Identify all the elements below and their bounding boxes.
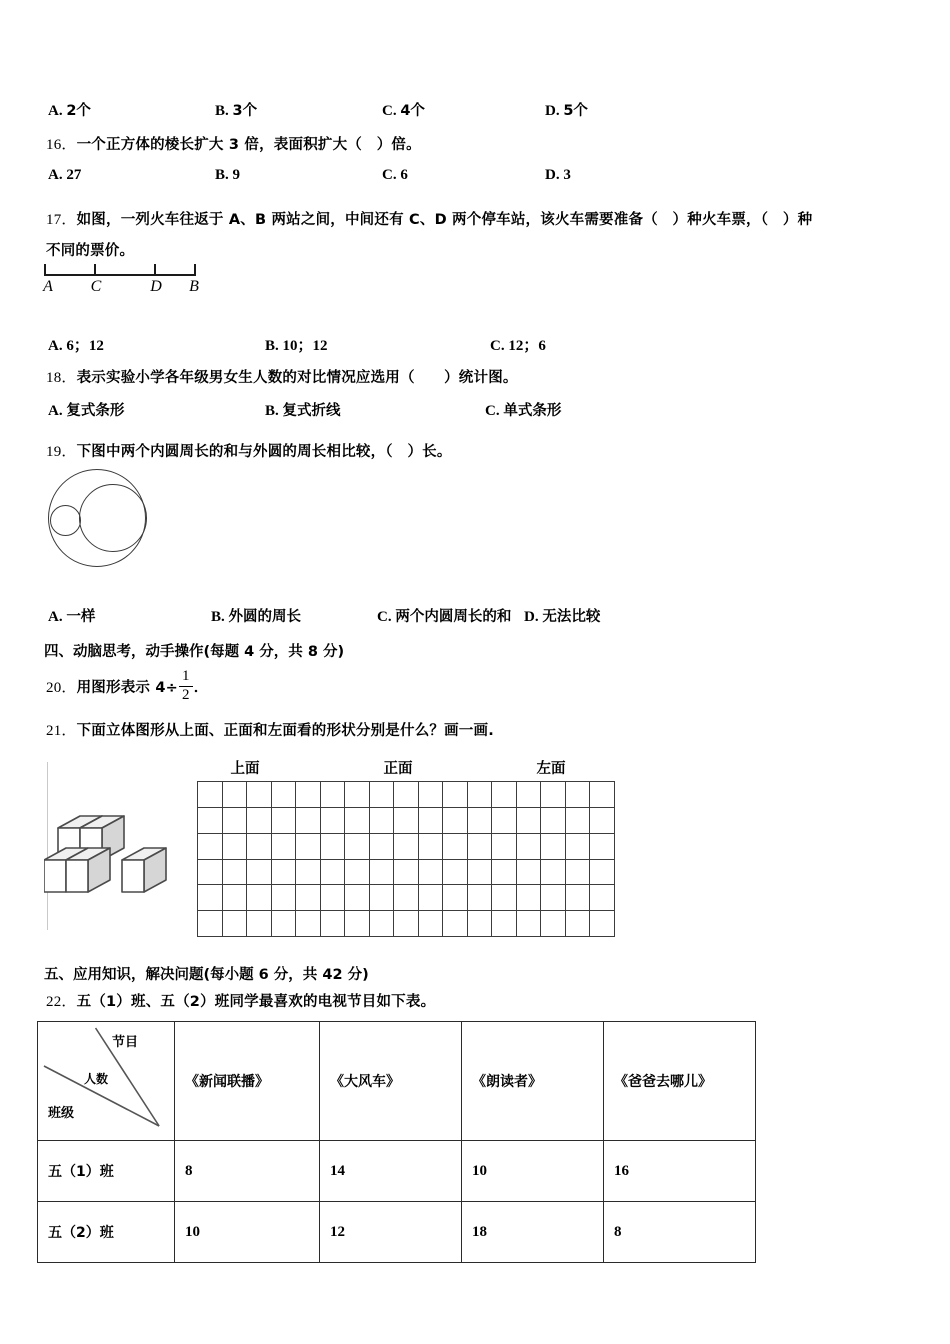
grid-cell[interactable] xyxy=(247,834,272,860)
grid-cell[interactable] xyxy=(247,885,272,911)
grid-cell[interactable] xyxy=(296,885,321,911)
q15-option-a-value: 2个 xyxy=(66,103,91,119)
grid-cell[interactable] xyxy=(272,808,297,834)
q16-option-a xyxy=(48,167,81,184)
grid-cell[interactable] xyxy=(198,834,223,860)
cube-stack-svg xyxy=(44,790,194,915)
corner-label-class: 班级 xyxy=(48,1106,75,1121)
grid-cell[interactable] xyxy=(345,808,370,834)
q18-option-b-value: 复式折线 xyxy=(282,403,341,419)
q17-option-c-value: 12；6 xyxy=(508,338,546,354)
inner-circle-small xyxy=(50,505,81,536)
q19-number: 19． xyxy=(46,444,77,460)
grid-cell[interactable] xyxy=(272,885,297,911)
grid-cell[interactable] xyxy=(517,808,542,834)
q18-number: 18． xyxy=(46,370,77,386)
q16-option-d-value: 3 xyxy=(563,167,571,183)
q20-number: 20． xyxy=(46,680,77,696)
q19-option-b xyxy=(211,605,301,626)
q17-option-a xyxy=(48,334,104,355)
grid-cell[interactable] xyxy=(566,834,591,860)
q15-option-a-label: A. xyxy=(48,103,63,119)
grid-cell[interactable] xyxy=(419,885,444,911)
number-line-label-b: B xyxy=(189,278,199,295)
q18-option-b xyxy=(265,399,341,420)
q15-option-b-label: B. xyxy=(215,103,229,119)
grid-cell[interactable] xyxy=(370,782,395,808)
grid-cell[interactable] xyxy=(590,834,615,860)
grid-cell[interactable] xyxy=(296,911,321,937)
table-column-header-1: 《新闻联播》 xyxy=(175,1022,320,1141)
number-line-label-a: A xyxy=(43,278,53,295)
row-1-value-4: 16 xyxy=(604,1141,756,1202)
grid-cell[interactable] xyxy=(566,911,591,937)
grid-cell[interactable] xyxy=(321,885,346,911)
question-22 xyxy=(46,990,435,1014)
grid-cell[interactable] xyxy=(419,808,444,834)
q15-option-b-value: 3个 xyxy=(232,103,258,119)
number-line-tick-c xyxy=(94,264,96,275)
grid-cell[interactable] xyxy=(566,860,591,886)
number-line-tick-d xyxy=(154,264,156,275)
row-1-value-2: 14 xyxy=(320,1141,462,1202)
grid-cell[interactable] xyxy=(468,834,493,860)
table-column-header-3: 《朗读者》 xyxy=(462,1022,604,1141)
q16-option-b-label: B. xyxy=(215,167,229,183)
grid-cell[interactable] xyxy=(272,782,297,808)
grid-cell[interactable] xyxy=(492,808,517,834)
grid-cell[interactable] xyxy=(223,860,248,886)
grid-cell[interactable] xyxy=(492,782,517,808)
q19-text: 下图中两个内圆周长的和与外圆的周长相比较，（ ）长。 xyxy=(76,444,452,460)
grid-cell[interactable] xyxy=(443,860,468,886)
q16-option-a-label: A. xyxy=(48,167,63,183)
grid-cell[interactable] xyxy=(492,885,517,911)
grid-cell[interactable] xyxy=(247,911,272,937)
grid-cell[interactable] xyxy=(370,808,395,834)
table-column-header-4: 《爸爸去哪儿》 xyxy=(604,1022,756,1141)
table-column-header-2: 《大风车》 xyxy=(320,1022,462,1141)
q17-option-c-label: C. xyxy=(490,338,505,354)
q18-option-c xyxy=(485,399,561,420)
grid-cell[interactable] xyxy=(198,808,223,834)
grid-cell[interactable] xyxy=(370,885,395,911)
grid-cell[interactable] xyxy=(443,782,468,808)
q20-text-before: 用图形表示 4÷ xyxy=(76,680,178,696)
grid-cell[interactable] xyxy=(247,782,272,808)
q18-text: 表示实验小学各年级男女生人数的对比情况应选用（ ）统计图。 xyxy=(76,370,518,386)
q16-option-c xyxy=(382,167,408,184)
grid-cell[interactable] xyxy=(419,782,444,808)
grid-cell[interactable] xyxy=(517,860,542,886)
grid-cell[interactable] xyxy=(517,782,542,808)
q18-option-c-label: C. xyxy=(485,403,500,419)
q22-number: 22． xyxy=(46,994,77,1010)
grid-cell[interactable] xyxy=(517,885,542,911)
grid-cell[interactable] xyxy=(345,860,370,886)
grid-cell[interactable] xyxy=(296,860,321,886)
grid-cell[interactable] xyxy=(468,911,493,937)
grid-cell[interactable] xyxy=(345,911,370,937)
fraction-denominator: 2 xyxy=(182,686,190,703)
row-2-value-3: 18 xyxy=(462,1202,604,1263)
q21-text: 下面立体图形从上面、正面和左面看的形状分别是什么？画一画. xyxy=(76,723,494,739)
q15-option-c xyxy=(382,99,425,120)
grid-cell[interactable] xyxy=(517,834,542,860)
q15-option-c-label: C. xyxy=(382,103,397,119)
q19-option-b-label: B. xyxy=(211,609,225,625)
grid-cell[interactable] xyxy=(394,808,419,834)
grid-cell[interactable] xyxy=(272,860,297,886)
number-line-label-c: C xyxy=(90,278,102,295)
grid-label-left-view: 左面 xyxy=(536,761,566,777)
grid-cell[interactable] xyxy=(492,834,517,860)
q16-option-b xyxy=(215,167,240,184)
grid-cell[interactable] xyxy=(443,808,468,834)
grid-cell[interactable] xyxy=(541,885,566,911)
grid-cell[interactable] xyxy=(296,782,321,808)
grid-cell[interactable] xyxy=(566,885,591,911)
grid-cell[interactable] xyxy=(198,911,223,937)
table-header-row xyxy=(38,1022,756,1141)
grid-cell[interactable] xyxy=(566,808,591,834)
row-2-value-1: 10 xyxy=(175,1202,320,1263)
question-18 xyxy=(46,366,518,390)
question-19 xyxy=(46,440,452,464)
grid-cell[interactable] xyxy=(296,834,321,860)
question-16 xyxy=(46,133,421,157)
grid-cell[interactable] xyxy=(223,885,248,911)
q18-option-c-value: 单式条形 xyxy=(503,403,562,419)
grid-cell[interactable] xyxy=(198,860,223,886)
grid-cell[interactable] xyxy=(541,911,566,937)
grid-cell[interactable] xyxy=(468,782,493,808)
q16-option-c-label: C. xyxy=(382,167,397,183)
grid-cell[interactable] xyxy=(590,782,615,808)
grid-cell[interactable] xyxy=(468,860,493,886)
q17-option-a-value: 6；12 xyxy=(66,338,104,354)
grid-cell[interactable] xyxy=(321,808,346,834)
q17-option-b-label: B. xyxy=(265,338,279,354)
corner-label-program: 节目 xyxy=(112,1035,139,1050)
q17-text-line2: 不同的票价。 xyxy=(46,243,135,259)
grid-cell[interactable] xyxy=(468,885,493,911)
q16-option-a-value: 27 xyxy=(66,167,82,183)
grid-cell[interactable] xyxy=(394,782,419,808)
grid-cell[interactable] xyxy=(321,860,346,886)
grid-cell[interactable] xyxy=(223,911,248,937)
grid-cell[interactable] xyxy=(394,885,419,911)
grid-cell[interactable] xyxy=(296,808,321,834)
q16-option-c-value: 6 xyxy=(400,167,408,183)
grid-cell[interactable] xyxy=(492,860,517,886)
grid-cell[interactable] xyxy=(443,834,468,860)
q15-option-d-value: 5个 xyxy=(563,103,588,119)
grid-cell[interactable] xyxy=(223,782,248,808)
grid-cell[interactable] xyxy=(468,808,493,834)
grid-cell[interactable] xyxy=(345,782,370,808)
q19-option-c xyxy=(377,605,511,626)
q19-option-a xyxy=(48,605,95,626)
grid-label-front-view: 正面 xyxy=(383,761,413,777)
q18-option-a-value: 复式条形 xyxy=(66,403,125,419)
q21-number: 21． xyxy=(46,723,77,739)
section-4-heading: 四、动脑思考，动手操作(每题 4 分，共 8 分) xyxy=(44,644,345,660)
q17-option-b xyxy=(265,334,328,355)
q16-option-d-label: D. xyxy=(545,167,560,183)
q19-option-d-label: D. xyxy=(524,609,539,625)
grid-cell[interactable] xyxy=(394,834,419,860)
grid-cell[interactable] xyxy=(566,782,591,808)
grid-cell[interactable] xyxy=(443,885,468,911)
fraction-numerator: 1 xyxy=(179,669,193,687)
number-line-axis xyxy=(44,274,196,276)
q17-number-line-diagram xyxy=(44,262,204,302)
grid-cell[interactable] xyxy=(370,860,395,886)
grid-cell[interactable] xyxy=(517,911,542,937)
q20-text-after: ． xyxy=(193,680,209,696)
q18-option-a-label: A. xyxy=(48,403,63,419)
grid-cell[interactable] xyxy=(247,808,272,834)
q19-option-c-value: 两个内圆周长的和 xyxy=(395,609,512,625)
q19-option-c-label: C. xyxy=(377,609,392,625)
q19-option-d-value: 无法比较 xyxy=(542,609,601,625)
q17-option-c xyxy=(490,334,546,355)
grid-cell[interactable] xyxy=(541,834,566,860)
section-5-heading: 五、应用知识，解决问题(每小题 6 分，共 42 分) xyxy=(44,967,369,983)
grid-cell[interactable] xyxy=(370,911,395,937)
grid-cell[interactable] xyxy=(419,911,444,937)
grid-cell[interactable] xyxy=(345,834,370,860)
q15-option-c-value: 4个 xyxy=(400,103,425,119)
q16-number: 16． xyxy=(46,137,77,153)
corner-label-count: 人数 xyxy=(84,1072,109,1086)
grid-cell[interactable] xyxy=(223,834,248,860)
question-17-line1 xyxy=(46,208,812,232)
row-1-value-3: 10 xyxy=(462,1141,604,1202)
grid-label-top-view: 上面 xyxy=(230,761,260,777)
row-1-name: 五（1）班 xyxy=(38,1141,175,1202)
q19-option-a-value: 一样 xyxy=(66,609,96,625)
q15-option-d xyxy=(545,99,588,120)
grid-cell[interactable] xyxy=(272,834,297,860)
question-20 xyxy=(46,669,208,704)
q19-option-a-label: A. xyxy=(48,609,63,625)
q22-data-table xyxy=(37,1021,756,1263)
grid-cell[interactable] xyxy=(223,808,248,834)
grid-cell[interactable] xyxy=(541,808,566,834)
number-line-tick-b xyxy=(194,264,196,275)
q19-circles-diagram xyxy=(46,466,156,570)
grid-cell[interactable] xyxy=(321,911,346,937)
grid-cell[interactable] xyxy=(492,911,517,937)
grid-cell[interactable] xyxy=(272,911,297,937)
row-2-value-4: 8 xyxy=(604,1202,756,1263)
number-line-tick-a xyxy=(44,264,46,275)
grid-cell[interactable] xyxy=(394,860,419,886)
grid-cell[interactable] xyxy=(590,911,615,937)
table-corner-cell xyxy=(38,1022,175,1141)
q15-option-a xyxy=(48,99,91,120)
q15-option-d-label: D. xyxy=(545,103,560,119)
q19-option-b-value: 外圆的周长 xyxy=(228,609,302,625)
grid-cell[interactable] xyxy=(345,885,370,911)
grid-cell[interactable] xyxy=(419,834,444,860)
grid-cell[interactable] xyxy=(419,860,444,886)
q15-option-b xyxy=(215,99,257,120)
q21-answer-grid[interactable] xyxy=(197,781,615,937)
q19-option-d xyxy=(524,605,600,626)
q17-option-a-label: A. xyxy=(48,338,63,354)
grid-cell[interactable] xyxy=(590,885,615,911)
grid-cell[interactable] xyxy=(321,782,346,808)
inner-circle-large xyxy=(79,484,147,552)
q22-text: 五（1）班、五（2）班同学最喜欢的电视节目如下表。 xyxy=(76,994,436,1010)
row-2-value-2: 12 xyxy=(320,1202,462,1263)
grid-cell[interactable] xyxy=(198,782,223,808)
q21-cube-stack-figure xyxy=(44,790,194,915)
q16-option-b-value: 9 xyxy=(232,167,241,183)
table-row xyxy=(38,1141,756,1202)
fraction-one-half xyxy=(179,669,193,704)
grid-cell[interactable] xyxy=(590,860,615,886)
number-line-label-d: D xyxy=(150,278,162,295)
q18-option-b-label: B. xyxy=(265,403,279,419)
row-2-name: 五（2）班 xyxy=(38,1202,175,1263)
grid-cell[interactable] xyxy=(321,834,346,860)
grid-cell[interactable] xyxy=(370,834,395,860)
q17-option-b-value: 10；12 xyxy=(282,338,328,354)
q18-option-a xyxy=(48,399,124,420)
grid-cell[interactable] xyxy=(247,860,272,886)
grid-cell[interactable] xyxy=(541,782,566,808)
grid-cell[interactable] xyxy=(541,860,566,886)
row-1-value-1: 8 xyxy=(175,1141,320,1202)
q16-option-d xyxy=(545,167,571,184)
grid-cell[interactable] xyxy=(590,808,615,834)
grid-cell[interactable] xyxy=(198,885,223,911)
q16-text: 一个正方体的棱长扩大 3 倍，表面积扩大（ ）倍。 xyxy=(76,137,421,153)
q17-number: 17． xyxy=(46,212,77,228)
q17-text-line1: 如图，一列火车往返于 A、B 两站之间，中间还有 C、D 两个停车站，该火车需要准备（ ）种火车票，（ ）种 xyxy=(76,212,813,228)
grid-cell[interactable] xyxy=(394,911,419,937)
question-21 xyxy=(46,719,494,743)
table-row xyxy=(38,1202,756,1263)
grid-cell[interactable] xyxy=(443,911,468,937)
